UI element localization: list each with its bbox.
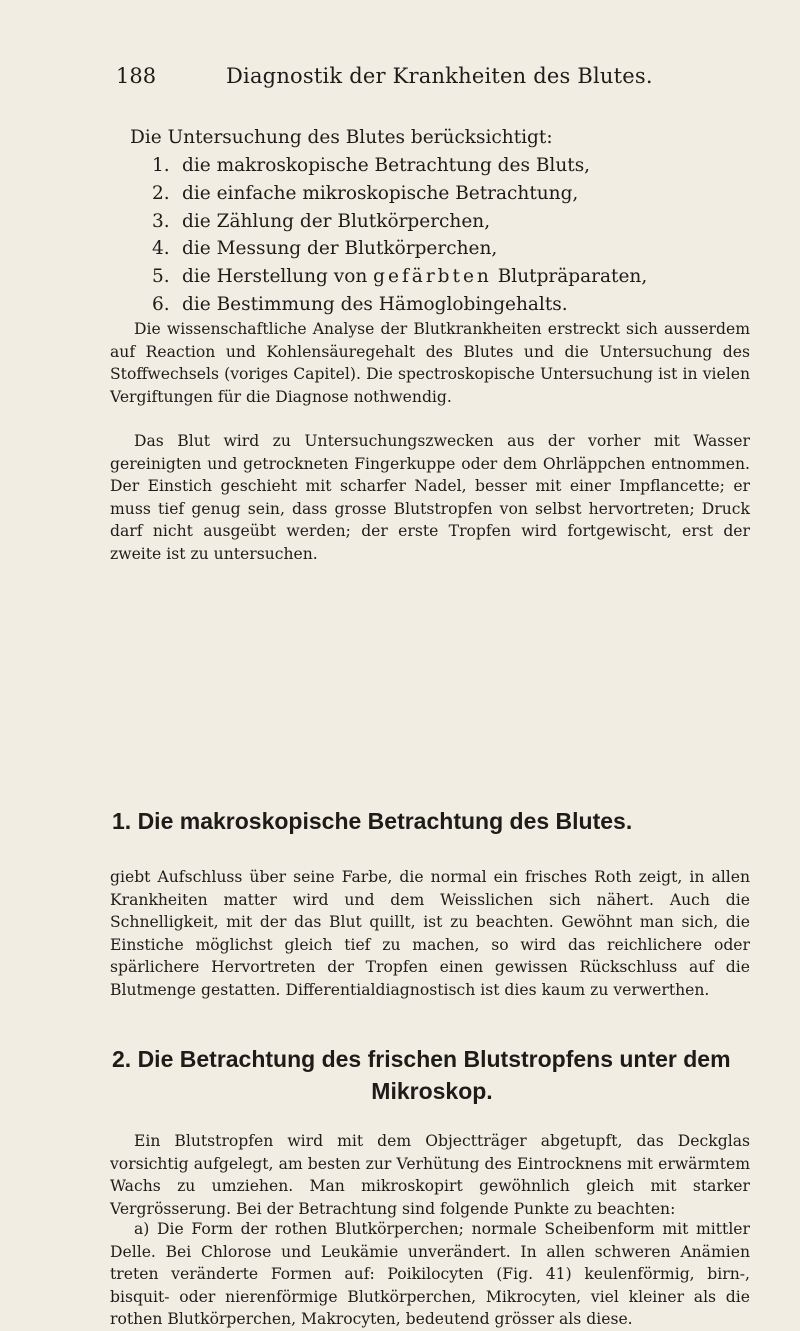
list-text: Blutpräparaten, (491, 266, 648, 288)
list-item (152, 291, 647, 319)
paragraph-microscopic: Ein Blutstropfen wird mit dem Objectträger abgetupft, das Deckglas vorsichtig aufgelegt, am besten zur Verhütung des Eintrocknens mit erwärmtem Wachs zu umziehen. Man mikroskopirt gewöhnlich gleich mit starker Vergrösserung. Bei der Betrachtung sind folgende Punkte zu beachten: (110, 1132, 750, 1218)
list-item (152, 235, 647, 263)
list-intro: Die Untersuchung des Blutes berücksichtigt: (130, 127, 553, 148)
list-text: die Bestimmung des Hämoglobingehalts. (182, 293, 568, 315)
page-number: 188 (116, 64, 157, 88)
list-text: die einfache mikroskopische Betrachtung, (182, 182, 579, 204)
list-number: 4. (152, 238, 170, 260)
list-text-spaced: gefärbten (373, 266, 492, 288)
paragraph-analysis: Die wissenschaftliche Analyse der Blutkrankheiten erstreckt sich ausserdem auf Reaction und Kohlensäuregehalt des Blutes und die Untersuchung des Stoffwechsels (voriges Capitel). Die spectroskopische Untersuchung ist in vielen Vergiftungen für die Diagnose nothwendig. (110, 320, 750, 406)
list-text: die Herstellung von (182, 266, 374, 288)
list-number: 5. (152, 266, 170, 288)
running-header (116, 64, 756, 94)
list-text: die Zählung der Blutkörperchen, (182, 210, 491, 232)
list-item (152, 208, 647, 236)
paragraph-sampling: Das Blut wird zu Untersuchungszwecken aus der vorher mit Wasser gereinigten und getrockneten Fingerkuppe oder dem Ohrläppchen entnommen. Der Einstich geschieht mit scharfer Nadel, besser mit einer Impflancette; er muss tief genug sein, dass grosse Blutstropfen von selbst hervortreten; Druck darf nicht ausgeübt werden; der erste Tropfen wird fortgewischt, erst der zweite ist zu untersuchen. (110, 432, 750, 563)
list-text: die Messung der Blutkörperchen, (182, 238, 498, 260)
list-number: 3. (152, 210, 170, 232)
list-item (152, 180, 647, 208)
list-text: die makroskopische Betrachtung des Bluts, (182, 155, 591, 176)
examination-list (152, 152, 647, 319)
list-item (152, 263, 647, 291)
section-heading-1: 1. Die makroskopische Betrachtung des Blutes. (112, 808, 633, 834)
list-number: 6. (152, 293, 170, 315)
section-heading-2: 2. Die Betrachtung des frischen Blutstropfens unter dem (112, 1046, 731, 1072)
section-heading-2-continued: Mikroskop. (371, 1078, 493, 1104)
list-number: 2. (152, 182, 170, 204)
paragraph-macroscopic: giebt Aufschluss über seine Farbe, die normal ein frisches Roth zeigt, in allen Krankheiten matter wird und dem Weisslichen sich nähert. Auch die Schnelligkeit, mit der das Blut quillt, ist zu beachten. Gewöhnt man sich, die Einstiche möglichst gleich tief zu machen, so wird das reichlichere oder spärlichere Hervortreten der Tropfen einen gewissen Rückschluss auf die Blutmenge gestatten. Differentialdiagnostisch ist dies kaum zu verwerthen. (110, 868, 750, 999)
list-number: 1. (152, 155, 170, 176)
paragraph-red-cells: a) Die Form der rothen Blutkörperchen; normale Scheibenform mit mittler Delle. Bei Chlorose und Leukämie unverändert. In allen schweren Anämien treten veränderte Formen auf: Poikilocyten (Fig. 41) keulenförmig, birn-, bisquit- oder nierenförmige Blutkörperchen, Mikrocyten, viel kleiner als die rothen Blutkörperchen, Makrocyten, bedeutend grösser als diese. (110, 1220, 750, 1329)
running-title: Diagnostik der Krankheiten des Blutes. (226, 64, 653, 88)
list-item (152, 152, 647, 180)
